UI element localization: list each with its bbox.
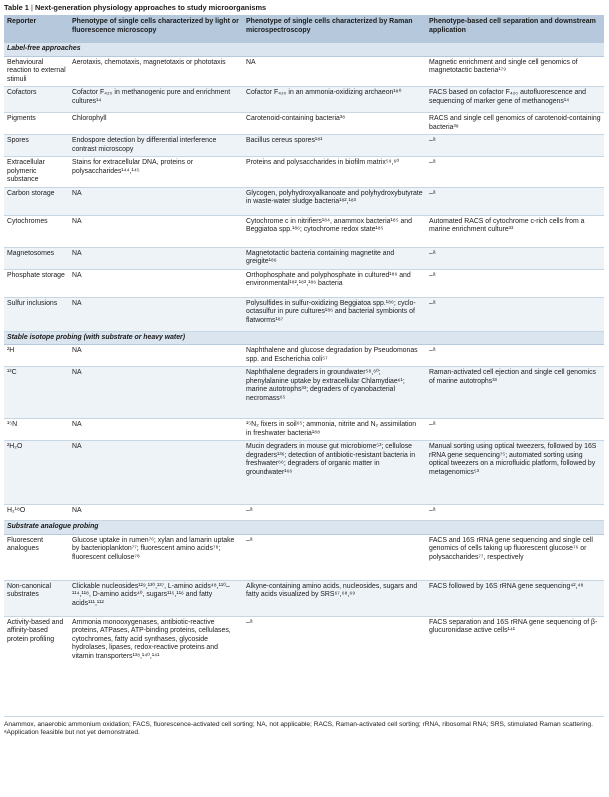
cell-separation: –ᵃ <box>426 157 604 188</box>
cell-reporter: Fluorescent analogues <box>4 534 69 580</box>
cell-separation: FACS based on cofactor F₄₂₀ autofluorescence and sequencing of marker gene of methanogens¹⁴ <box>426 87 604 113</box>
cell-reporter: Cytochromes <box>4 215 69 247</box>
table-row <box>4 534 604 580</box>
section-label: Label-free approaches <box>4 43 604 56</box>
cell-separation: –ᵃ <box>426 269 604 297</box>
cell-raman: Alkyne-containing amino acids, nucleosides, sugars and fatty acids visualized by SRS⁶⁷,⁶⁸,⁶⁹ <box>243 580 426 616</box>
cell-separation: FACS and 16S rRNA gene sequencing and single cell genomics of cells taking up fluorescent glucose⁷⁶ or polysaccharides⁷⁷, respectively <box>426 534 604 580</box>
cell-reporter: ¹³C <box>4 367 69 419</box>
section-row <box>4 521 604 535</box>
cell-reporter: Carbon storage <box>4 187 69 215</box>
cell-microscopy: NA <box>69 505 243 521</box>
cell-raman: Naphthalene and glucose degradation by Pseudomonas spp. and Escherichia coli⁵⁷ <box>243 345 426 367</box>
table-title: Next-generation physiology approaches to study microorganisms <box>34 3 267 12</box>
cell-separation: –ᵃ <box>426 247 604 269</box>
table-caption: Table 1 | Next-generation physiology approaches to study microorganisms <box>4 3 267 12</box>
table-row <box>4 215 604 247</box>
table-row <box>4 419 604 441</box>
cell-microscopy: Cofactor F₄₂₀ in methanogenic pure and enrichment cultures¹⁴ <box>69 87 243 113</box>
cell-microscopy: Aerotaxis, chemotaxis, magnetotaxis or phototaxis <box>69 56 243 87</box>
cell-raman: ¹⁵N₂ fixers in soil⁶⁵; ammonia, nitrite and N₂ assimilation in freshwater bacteria¹⁸⁸ <box>243 419 426 441</box>
cell-separation: RACS and single cell genomics of carotenoid-containing bacteria³⁸ <box>426 113 604 135</box>
cell-microscopy: NA <box>69 367 243 419</box>
cell-raman: Bacillus cereus spores¹⁸¹ <box>243 135 426 157</box>
table-row <box>4 367 604 419</box>
cell-reporter: ¹⁵N <box>4 419 69 441</box>
cell-separation: –ᵃ <box>426 419 604 441</box>
cell-reporter: Behavioural reaction to external stimuli <box>4 56 69 87</box>
header-reporter: Reporter <box>4 15 69 43</box>
cell-raman: Proteins and polysaccharides in biofilm matrix⁵⁹,⁶⁰ <box>243 157 426 188</box>
table-body <box>4 43 604 716</box>
cell-raman: –ᵃ <box>243 534 426 580</box>
cell-separation: –ᵃ <box>426 297 604 331</box>
cell-separation: –ᵃ <box>426 345 604 367</box>
table-row <box>4 580 604 616</box>
cell-microscopy: Endospore detection by differential interference contrast microscopy <box>69 135 243 157</box>
cell-separation: Automated RACS of cytochrome c-rich cells from a marine enrichment culture³³ <box>426 215 604 247</box>
cell-reporter: Activity-based and affinity-based protein profiling <box>4 616 69 716</box>
section-label: Stable isotope probing (with substrate or heavy water) <box>4 331 604 345</box>
cell-microscopy: Clickable nucleosides¹²⁹,¹³⁰,¹³⁷, L-amino acids⁴⁸,¹¹⁰–¹¹⁴,¹¹⁸, D-amino acids⁴⁰, sugars¹¹⁵,¹¹⁶ and fatty acids¹¹¹,¹¹² <box>69 580 243 616</box>
table-footnote: Anammox, anaerobic ammonium oxidation; FACS, fluorescence-activated cell sorting; NA, not applicable; RACS, Raman-activated cell sorting; rRNA, ribosomal RNA; SRS, stimulated Raman scattering. ᵃApplication feasible but not yet demonstrated. <box>4 720 593 736</box>
cell-microscopy: NA <box>69 187 243 215</box>
table-label: Table 1 <box>4 3 29 12</box>
table-row <box>4 505 604 521</box>
cell-reporter: Magnetosomes <box>4 247 69 269</box>
cell-microscopy: NA <box>69 269 243 297</box>
table-row <box>4 297 604 331</box>
cell-separation: –ᵃ <box>426 135 604 157</box>
table-row <box>4 247 604 269</box>
table-row <box>4 87 604 113</box>
cell-separation: FACS separation and 16S rRNA gene sequencing of β-glucuronidase active cells¹⁴¹ <box>426 616 604 716</box>
table-row <box>4 157 604 188</box>
table-row <box>4 56 604 87</box>
cell-separation: –ᵃ <box>426 187 604 215</box>
cell-reporter: Non-canonical substrates <box>4 580 69 616</box>
cell-reporter: Cofactors <box>4 87 69 113</box>
cell-reporter: H₂¹⁸O <box>4 505 69 521</box>
table-row <box>4 269 604 297</box>
cell-microscopy: NA <box>69 297 243 331</box>
cell-separation: Manual sorting using optical tweezers, followed by 16S rRNA gene sequencing⁷⁵; automated sorting using optical tweezers on a microfluidic platform, followed by metagenomics⁵³ <box>426 441 604 505</box>
cell-separation: FACS followed by 16S rRNA gene sequencing⁴²,⁴⁸ <box>426 580 604 616</box>
cell-reporter: Spores <box>4 135 69 157</box>
table-row <box>4 616 604 716</box>
cell-raman: Mucin degraders in mouse gut microbiome⁵³; cellulose degraders¹³⁶; detection of antibiotic-resistant bacteria in freshwater⁶⁶; degraders of organic matter in groundwater¹⁶⁶ <box>243 441 426 505</box>
cell-microscopy: NA <box>69 247 243 269</box>
cell-raman: Naphthalene degraders in groundwater⁵⁸,⁶⁰; phenylalanine uptake by extracellular Chlamydiae⁶¹; marine autotrophs³³; degraders of cyanobacterial necromass⁶⁵ <box>243 367 426 419</box>
physiology-table <box>4 15 604 717</box>
table-header-row <box>4 15 604 43</box>
cell-raman: Cofactor F₄₂₀ in an ammonia-oxidizing archaeon¹⁸⁰ <box>243 87 426 113</box>
cell-reporter: ²H₂O <box>4 441 69 505</box>
cell-raman: Magnetotactic bacteria containing magnetite and greigite¹⁸⁶ <box>243 247 426 269</box>
table-row <box>4 441 604 505</box>
cell-reporter: Pigments <box>4 113 69 135</box>
table-row <box>4 135 604 157</box>
cell-reporter: ²H <box>4 345 69 367</box>
cell-microscopy: Stains for extracellular DNA, proteins or polysaccharides¹⁴⁴,¹⁴⁵ <box>69 157 243 188</box>
cell-raman: –ᵃ <box>243 616 426 716</box>
cell-raman: NA <box>243 56 426 87</box>
table-row <box>4 113 604 135</box>
header-separation: Phenotype-based cell separation and downstream application <box>426 15 604 43</box>
section-row <box>4 331 604 345</box>
cell-microscopy: Glucose uptake in rumen⁷⁶; xylan and lamarin uptake by bacterioplankton⁷⁷; fluorescent amino acids⁷⁸; fluorescent cellulose⁷⁸ <box>69 534 243 580</box>
cell-separation: Magnetic enrichment and single cell genomics of magnetotactic bacteria¹⁷⁹ <box>426 56 604 87</box>
header-microscopy: Phenotype of single cells characterized by light or fluorescence microscopy <box>69 15 243 43</box>
section-label: Substrate analogue probing <box>4 521 604 535</box>
cell-microscopy: Ammonia monooxygenases, antibiotic-reactive proteins, ATPases, ATP-binding proteins, cellulases, cytochromes, fatty acid synthases, glycoside hydrolases, lipases, redox-reactive proteins and vitamin transporters¹³⁸,¹⁴⁰,¹⁴¹ <box>69 616 243 716</box>
header-raman: Phenotype of single cells characterized by Raman microspectroscopy <box>243 15 426 43</box>
cell-raman: Polysulfides in sulfur-oxidizing Beggiatoa spp.¹⁸⁶; cyclo-octasulfur in pure cultures¹⁸⁶ and bacterial symbionts of flatworms¹⁸⁷ <box>243 297 426 331</box>
table-row <box>4 187 604 215</box>
cell-microscopy: NA <box>69 441 243 505</box>
cell-reporter: Extracellular polymeric substance <box>4 157 69 188</box>
cell-raman: Glycogen, polyhydroxyalkanoate and polyhydroxybutyrate in waste-water sludge bacteria¹⁸²,¹⁸³ <box>243 187 426 215</box>
cell-microscopy: NA <box>69 345 243 367</box>
table-row <box>4 345 604 367</box>
cell-raman: –ᵃ <box>243 505 426 521</box>
cell-microscopy: NA <box>69 419 243 441</box>
cell-separation: –ᵃ <box>426 505 604 521</box>
cell-microscopy: Chlorophyll <box>69 113 243 135</box>
cell-separation: Raman-activated cell ejection and single cell genomics of marine autotrophs³³ <box>426 367 604 419</box>
cell-raman: Orthophosphate and polyphosphate in cultured¹⁸⁶ and environmental¹⁸²,¹⁸³,¹⁸⁶ bacteria <box>243 269 426 297</box>
cell-microscopy: NA <box>69 215 243 247</box>
section-row <box>4 43 604 56</box>
cell-reporter: Sulfur inclusions <box>4 297 69 331</box>
cell-raman: Cytochrome c in nitrifiers¹⁸⁴, anammox bacteria¹⁸⁵ and Beggiatoa spp.¹⁸⁶; cytochrome redox state¹⁸⁵ <box>243 215 426 247</box>
cell-raman: Carotenoid-containing bacteria³⁸ <box>243 113 426 135</box>
cell-reporter: Phosphate storage <box>4 269 69 297</box>
